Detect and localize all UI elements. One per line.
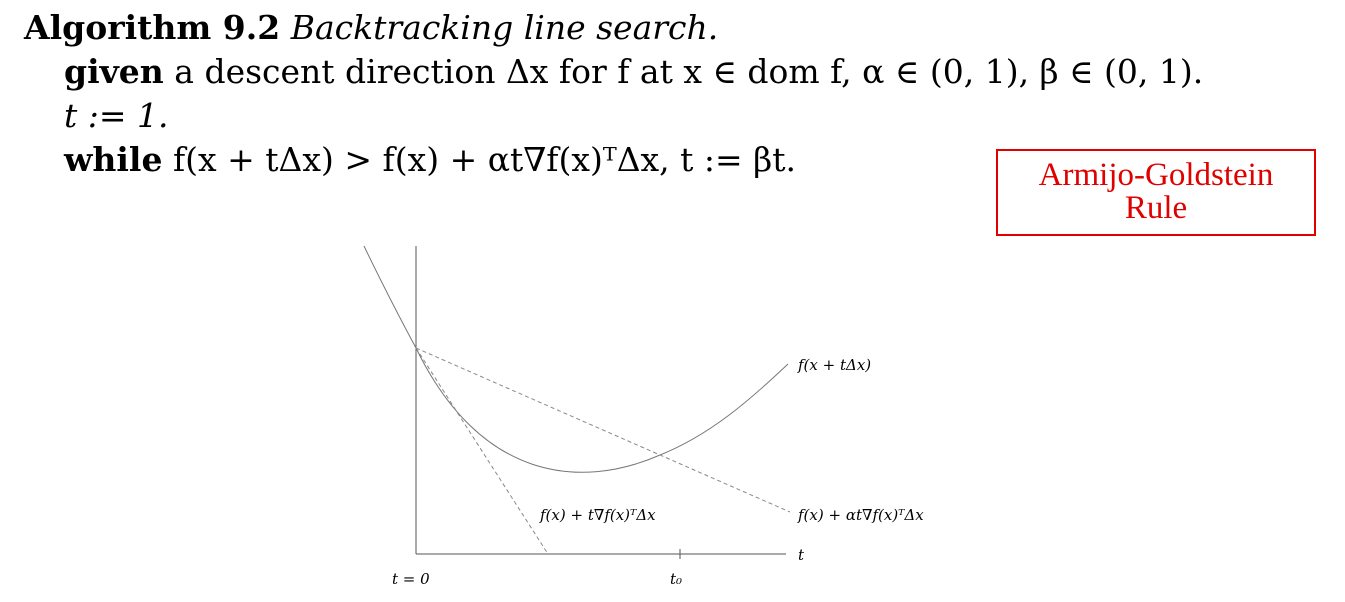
t0-label: t₀ <box>670 570 683 588</box>
armijo-label: f(x) + αt∇f(x)ᵀΔx <box>798 506 924 524</box>
algorithm-title-line <box>24 6 1203 50</box>
given-keyword: given <box>64 52 164 91</box>
algorithm-subtitle: Backtracking line search. <box>290 8 719 47</box>
algorithm-title: Algorithm 9.2 <box>24 8 281 47</box>
while-text: f(x + tΔx) > f(x) + αt∇f(x)ᵀΔx, t := βt. <box>172 140 796 179</box>
init-line <box>24 94 1203 138</box>
rule-box-line2: Rule <box>1124 190 1188 226</box>
while-keyword: while <box>64 140 163 179</box>
rule-box-line1: Armijo-Goldstein <box>1038 157 1274 193</box>
curve-label: f(x + tΔx) <box>798 356 872 374</box>
t-axis-label: t <box>798 546 805 564</box>
init-text: t := 1. <box>64 96 169 135</box>
line-search-figure <box>330 240 1010 600</box>
armijo-goldstein-rule-box <box>996 149 1316 236</box>
function-curve <box>364 246 788 472</box>
armijo-line <box>416 348 790 512</box>
t-zero-label: t = 0 <box>392 570 430 588</box>
tangent-label: f(x) + t∇f(x)ᵀΔx <box>540 506 656 524</box>
given-line <box>24 50 1203 94</box>
tangent-line <box>416 348 548 554</box>
given-text: a descent direction Δx for f at x ∈ dom f, α ∈ (0, 1), β ∈ (0, 1). <box>174 52 1204 91</box>
